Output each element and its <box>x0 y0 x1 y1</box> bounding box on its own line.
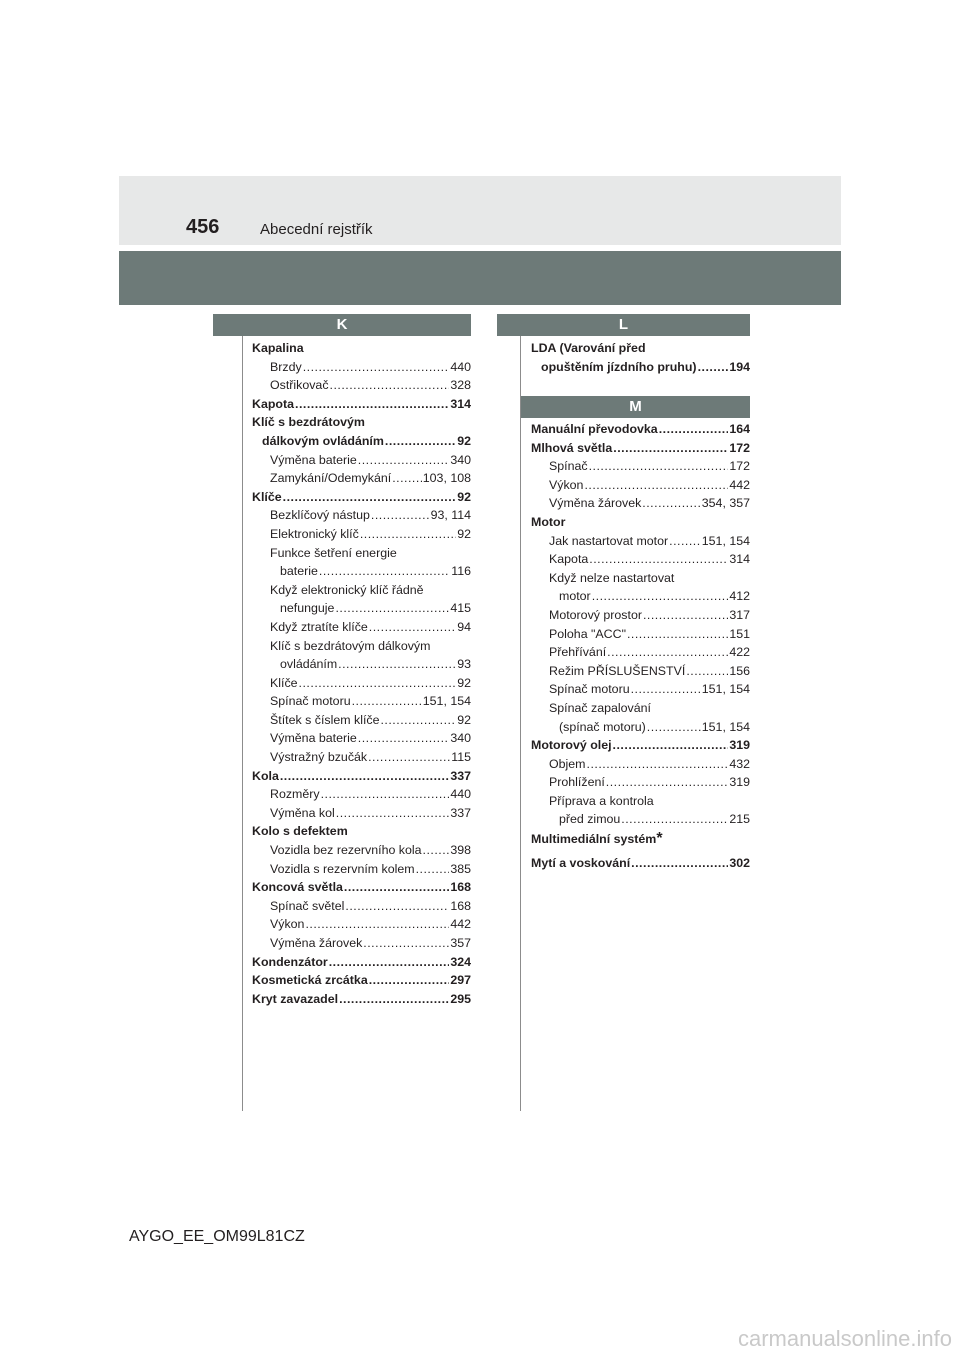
index-entry-text: (spínač motoru) <box>559 719 646 734</box>
index-entry-text: Kapalina <box>252 341 304 355</box>
index-entry-text: Výměna baterie <box>270 452 357 467</box>
index-entry-page: 93 <box>457 657 471 672</box>
leader-dots <box>643 606 728 625</box>
index-entry <box>252 358 471 377</box>
index-entry <box>531 792 750 811</box>
index-entry-text: Klíče <box>270 675 298 690</box>
index-entry-page: 151 <box>729 626 750 641</box>
index-entry <box>252 525 471 544</box>
leader-dots <box>371 506 430 525</box>
leader-dots <box>305 915 449 934</box>
index-entry <box>252 544 471 563</box>
section-letter-m: M <box>521 396 750 418</box>
index-entry <box>252 767 471 786</box>
index-entry-text: Výměna baterie <box>270 731 357 746</box>
index-entry-text: Funkce šetření energie <box>270 545 397 560</box>
index-entry-text: Motorový olej <box>531 738 612 753</box>
index-entry <box>252 432 471 451</box>
index-entry <box>252 413 471 432</box>
index-entry-text: Klíč s bezdrátovým dálkovým <box>270 638 431 653</box>
index-entry <box>531 810 750 829</box>
leader-dots <box>592 587 729 606</box>
index-entry-text: Klíče <box>252 489 282 504</box>
watermark: carmanualsonline.info <box>737 1326 952 1351</box>
leader-dots <box>627 625 728 644</box>
index-entry-text: Klíč s bezdrátovým <box>252 415 365 430</box>
index-entry-page: 319 <box>729 775 750 790</box>
index-entry <box>252 878 471 897</box>
leader-dots <box>335 599 449 618</box>
section-letter-l: L <box>497 314 750 336</box>
index-entry-page: 168 <box>450 880 471 895</box>
index-entry <box>531 532 750 551</box>
index-entry <box>531 439 750 458</box>
index-entry-page: 151, 154 <box>701 682 750 697</box>
leader-dots <box>358 451 450 470</box>
multimedia-entry-wrap <box>531 830 750 849</box>
index-entry-text: LDA (Varování před <box>531 341 646 355</box>
index-entry <box>531 662 750 681</box>
index-entry <box>531 755 750 774</box>
index-entry <box>531 699 750 718</box>
leader-dots <box>321 785 450 804</box>
index-entry <box>252 655 471 674</box>
index-entry-text: Mlhová světla <box>531 440 613 455</box>
index-entry-page: 172 <box>729 440 750 455</box>
index-entry-page: 215 <box>729 812 750 827</box>
index-entry <box>531 339 750 358</box>
leader-dots <box>369 618 456 637</box>
index-entry-text: Ostřikovač <box>270 378 329 393</box>
index-entry-page: 168 <box>450 898 471 913</box>
index-entry <box>252 860 471 879</box>
leader-dots <box>607 643 728 662</box>
index-entry-text: před zimou <box>559 812 621 827</box>
leader-dots <box>369 971 450 990</box>
index-entry <box>252 748 471 767</box>
index-entry-page: 319 <box>729 738 750 753</box>
leader-dots <box>299 674 457 693</box>
index-entry <box>252 469 471 488</box>
leader-dots <box>329 953 450 972</box>
index-entry-text: motor <box>559 589 591 604</box>
index-entry <box>531 358 750 377</box>
index-entry <box>252 395 471 414</box>
index-entry <box>531 718 750 737</box>
index-entry <box>252 934 471 953</box>
index-entry-text: Výkon <box>549 477 584 492</box>
index-entry-page: 151, 154 <box>701 719 750 734</box>
index-entry-text: Kapota <box>252 396 294 411</box>
index-entry-text: nefunguje <box>280 601 335 616</box>
index-entry-text: Vozidla bez rezervního kola <box>270 843 422 858</box>
leader-dots <box>344 878 449 897</box>
leader-dots <box>589 457 729 476</box>
leader-dots <box>584 476 728 495</box>
index-entry <box>531 476 750 495</box>
index-entry-text: baterie <box>280 564 318 579</box>
index-entry <box>252 506 471 525</box>
index-entry-page: 92 <box>457 433 471 448</box>
leader-dots <box>363 934 449 953</box>
leader-dots <box>621 810 728 829</box>
index-entry: Multimediální systém * <box>531 830 663 847</box>
index-entry-text: dálkovým ovládáním <box>262 433 384 448</box>
index-entry-text: Spínač světel <box>270 898 345 913</box>
leader-dots <box>423 841 450 860</box>
leader-dots <box>698 358 729 377</box>
index-entry-text: Kapota <box>549 552 589 567</box>
index-entry-text: Jak nastartovat motor <box>549 533 669 548</box>
leader-dots <box>659 420 729 439</box>
index-entry-page: 415 <box>450 601 471 616</box>
index-entry-page: 302 <box>729 856 750 870</box>
index-entry-text: Mytí a voskování <box>531 856 631 870</box>
index-entry-page: 116 <box>451 564 471 579</box>
index-entry <box>531 773 750 792</box>
leader-dots <box>358 729 450 748</box>
index-entry <box>531 569 750 588</box>
index-entry-page: 432 <box>729 756 750 771</box>
index-entry-text: ovládáním <box>280 657 338 672</box>
leader-dots <box>606 773 729 792</box>
index-entry-text: Štítek s číslem klíče <box>270 712 380 727</box>
leader-dots <box>345 897 449 916</box>
index-entry <box>252 599 471 618</box>
section-letter-k: K <box>213 314 471 336</box>
index-entry-page: 151, 154 <box>422 694 471 709</box>
index-entry-text: Příprava a kontrola <box>549 793 654 808</box>
index-entry <box>531 494 750 513</box>
index-entry-page: 412 <box>729 589 750 604</box>
index-entry <box>252 915 471 934</box>
index-entry-page: 314 <box>729 552 750 567</box>
index-entry <box>252 822 471 841</box>
header-dark-band <box>119 251 841 305</box>
index-entry-text: Motorový prostor <box>549 607 642 622</box>
index-entry-page: 337 <box>450 768 471 783</box>
header-band <box>119 176 841 245</box>
index-entry-page: 92 <box>457 675 471 690</box>
index-entry-page: 354, 357 <box>701 496 750 511</box>
index-entry <box>252 971 471 990</box>
index-entry-page: 357 <box>450 936 471 950</box>
index-entry-page: 172 <box>729 459 750 474</box>
index-entry-text: Kola <box>252 768 279 783</box>
index-entry-page: 337 <box>450 805 471 820</box>
index-entry-text: Kryt zavazadel <box>252 991 339 1006</box>
index-entry-text: Spínač <box>549 459 588 474</box>
index-entry-page: 328 <box>450 378 471 393</box>
leader-dots <box>295 395 449 414</box>
leader-dots <box>613 736 729 755</box>
right-column-rule <box>520 335 521 1111</box>
last-entry-wrap <box>531 854 750 873</box>
index-entry-text: Manuální převodovka <box>531 422 658 436</box>
index-entry-text: opuštěním jízdního pruhu) <box>541 359 697 374</box>
index-entry <box>252 785 471 804</box>
index-entry-text: Spínač motoru <box>549 682 630 697</box>
index-entry-text: Kondenzátor <box>252 954 328 969</box>
index-entry-text: Když nelze nastartovat <box>549 570 675 585</box>
leader-dots <box>587 755 729 774</box>
leader-dots <box>319 562 450 581</box>
index-entry-text: Když ztratíte klíče <box>270 619 368 634</box>
index-entry-page: 92 <box>457 526 471 541</box>
index-entry <box>252 581 471 600</box>
leader-dots <box>339 990 449 1009</box>
leader-dots <box>385 432 456 451</box>
index-entry-page: 324 <box>450 954 471 969</box>
leader-dots <box>336 804 450 823</box>
leader-dots <box>392 469 422 488</box>
index-column-k <box>252 339 471 1008</box>
index-entry-text: Spínač zapalování <box>549 700 651 715</box>
index-entry-text: Vozidla s rezervním kolem <box>270 861 415 876</box>
leader-dots <box>631 680 701 699</box>
index-entry <box>252 804 471 823</box>
index-entry-page: 115 <box>451 750 471 765</box>
index-entry-page: 340 <box>450 731 471 746</box>
index-entry <box>531 680 750 699</box>
leader-dots <box>589 550 728 569</box>
index-entry-text: Spínač motoru <box>270 694 351 709</box>
index-entry-page: 156 <box>729 663 750 678</box>
index-entry-page: 103, 108 <box>422 471 471 486</box>
index-entry <box>252 692 471 711</box>
index-entry <box>252 339 471 358</box>
leader-dots <box>330 376 450 395</box>
index-entry-page: 92 <box>457 489 471 504</box>
document-code: AYGO_EE_OM99L81CZ <box>129 1228 305 1245</box>
index-entry <box>252 562 471 581</box>
index-entry <box>531 606 750 625</box>
index-entry <box>252 953 471 972</box>
index-entry-page: 440 <box>450 359 471 374</box>
index-entry <box>252 618 471 637</box>
page-number: 456 <box>186 216 220 238</box>
index-entry-text: Rozměry <box>270 787 320 802</box>
leader-dots <box>647 718 701 737</box>
index-entry <box>531 550 750 569</box>
leader-dots <box>416 860 450 879</box>
index-entry-page: 164 <box>729 422 750 436</box>
index-entry-text: Objem <box>549 756 586 771</box>
index-entry-page: 340 <box>450 452 471 467</box>
index-entry-page: 317 <box>729 607 750 622</box>
index-entry <box>531 643 750 662</box>
index-entry-text: Elektronický klíč <box>270 526 359 541</box>
index-entry-text: Multimediální systém <box>531 832 657 846</box>
index-entry-page: 92 <box>457 712 471 727</box>
index-entry-text: Kosmetická zrcátka <box>252 973 368 988</box>
index-entry-page: 297 <box>450 973 471 988</box>
leader-dots <box>380 711 456 730</box>
leader-dots <box>360 525 456 544</box>
index-entry-page: 398 <box>450 843 471 858</box>
index-column-m <box>531 420 750 829</box>
chapter-title: Abecední rejstřík <box>260 221 373 238</box>
index-entry-text: Brzdy <box>270 359 302 374</box>
index-entry-text: Bezklíčový nástup <box>270 508 370 523</box>
index-entry <box>531 457 750 476</box>
index-entry-text: Prohlížení <box>549 775 605 790</box>
index-column-l <box>531 339 750 376</box>
index-entry <box>531 625 750 644</box>
index-entry <box>252 637 471 656</box>
index-entry-text: Výkon <box>270 917 305 932</box>
index-entry <box>252 711 471 730</box>
leader-dots <box>613 439 728 458</box>
index-entry <box>531 420 750 439</box>
index-entry-text: Poloha "ACC" <box>549 626 626 641</box>
index-entry-page: 314 <box>450 396 471 411</box>
index-entry-page: 440 <box>450 787 471 802</box>
index-entry <box>531 736 750 755</box>
leader-dots <box>642 494 700 513</box>
index-entry-page: 442 <box>450 917 471 932</box>
index-entry <box>252 451 471 470</box>
leader-dots <box>283 488 457 507</box>
index-entry-text: Kolo s defektem <box>252 824 348 839</box>
index-entry <box>531 854 750 873</box>
index-entry-page: 151, 154 <box>701 533 750 548</box>
index-entry-text: Výměna žárovek <box>549 496 642 511</box>
leader-dots <box>303 358 450 377</box>
index-entry-text: Výměna žárovek <box>270 936 363 950</box>
index-entry <box>252 841 471 860</box>
index-entry <box>531 513 750 532</box>
index-entry-page: 385 <box>450 861 471 876</box>
index-entry-page: 442 <box>729 477 750 492</box>
index-entry <box>252 990 471 1009</box>
index-entry-text: Motor <box>531 514 566 529</box>
index-entry-text: Výstražný bzučák <box>270 750 368 765</box>
left-column-rule <box>242 335 243 1111</box>
index-entry-text: Když elektronický klíč řádně <box>270 582 424 597</box>
leader-dots <box>280 767 449 786</box>
index-entry <box>252 674 471 693</box>
index-entry-page: 93, 114 <box>430 508 471 523</box>
leader-dots <box>686 662 728 681</box>
leader-dots <box>669 532 701 551</box>
leader-dots <box>338 655 456 674</box>
index-entry-page: 194 <box>729 359 750 374</box>
index-entry-text: Zamykání/Odemykání <box>270 471 392 486</box>
index-entry-page: 295 <box>450 991 471 1006</box>
leader-dots <box>352 692 422 711</box>
index-entry-text: Koncová světla <box>252 880 343 895</box>
index-entry-text: Výměna kol <box>270 805 335 820</box>
index-entry-text: Režim PŘÍSLUŠENSTVÍ <box>549 663 686 678</box>
index-entry <box>252 488 471 507</box>
index-entry <box>531 587 750 606</box>
leader-dots <box>368 748 450 767</box>
index-entry <box>252 729 471 748</box>
index-entry-page: 94 <box>457 619 471 634</box>
index-entry <box>252 376 471 395</box>
index-entry <box>252 897 471 916</box>
index-entry-text: Přehřívání <box>549 645 607 660</box>
index-entry-page: 422 <box>729 645 750 660</box>
